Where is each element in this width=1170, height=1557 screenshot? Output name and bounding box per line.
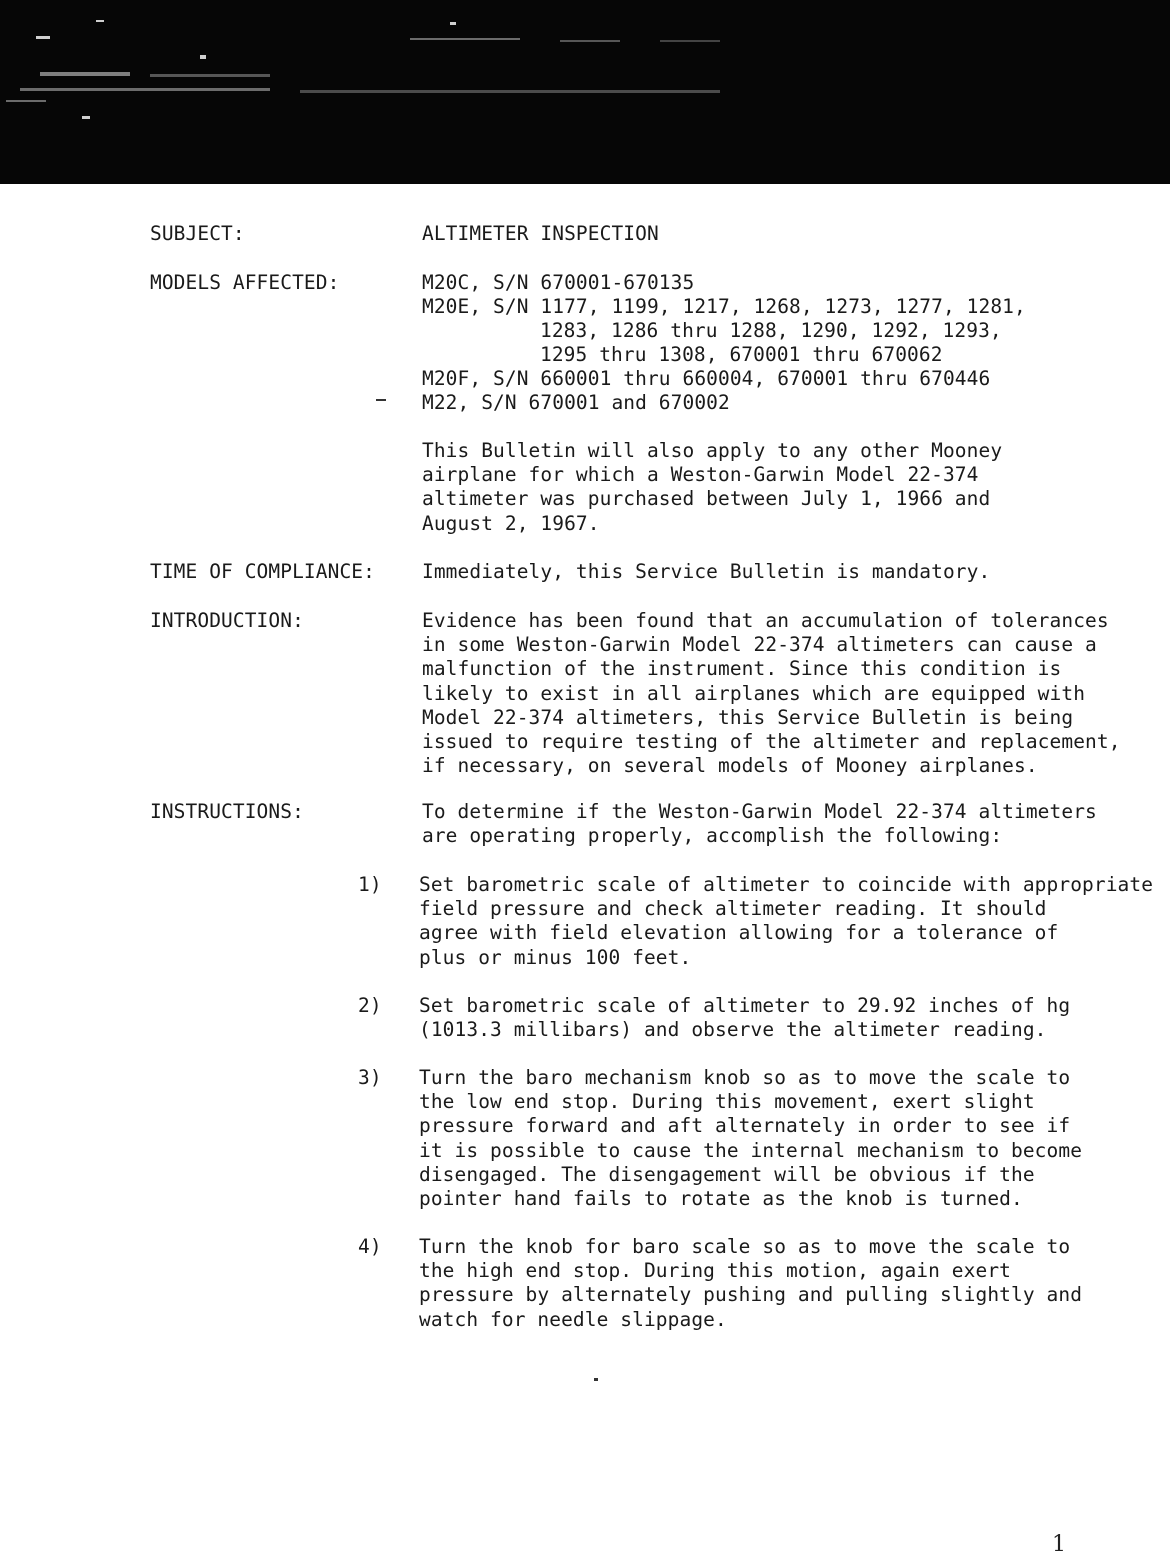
step-number: 1) — [358, 873, 382, 896]
model-line: 1283, 1286 thru 1288, 1290, 1292, 1293, — [540, 319, 1002, 342]
stray-dot — [594, 1378, 598, 1381]
step-text: Turn the baro mechanism knob so as to move the scale to the low end stop. During this movement, exert slight pressure forward and aft alternately in order to see if it is possible to cause the internal mechanism to become disengaged. The disengagement will be obvious if the pointer hand fails to rotate as the knob is turned. — [419, 1066, 1083, 1211]
step-text: Set barometric scale of altimeter to 29.92 inches of hg (1013.3 millibars) and observe the altimeter reading. — [419, 994, 1071, 1042]
model-line: M22, S/N 670001 and 670002 — [422, 391, 730, 414]
time-of-compliance-label: TIME OF COMPLIANCE: — [150, 560, 375, 583]
introduction-text: Evidence has been found that an accumulation of tolerances in some Weston-Garwin Model 22-374 altimeters can cause a malfunction of the instrument. Since this condition is likely to exist in all airplanes which are equipped with Model 22-374 altimeters, this Service Bulletin is being issued to require testing of the altimeter and replacement, if necessary, on several models of Mooney airplanes. — [422, 609, 1121, 778]
step-number: 3) — [358, 1066, 382, 1089]
page-number: 1 — [1052, 1532, 1066, 1557]
time-of-compliance-value: Immediately, this Service Bulletin is mandatory. — [422, 560, 991, 583]
introduction-label: INTRODUCTION: — [150, 609, 304, 632]
model-line: M20F, S/N 660001 thru 660004, 670001 thru 670446 — [422, 367, 991, 390]
instructions-intro: To determine if the Weston-Garwin Model 22-374 altimeters are operating properly, accomplish the following: — [422, 800, 1097, 848]
models-affected-label: MODELS AFFECTED: — [150, 271, 340, 294]
models-applicability-note: This Bulletin will also apply to any other Mooney airplane for which a Weston-Garwin Model 22-374 altimeter was purchased between July 1, 1966 and August 2, 1967. — [422, 439, 1003, 535]
step-number: 2) — [358, 994, 382, 1017]
model-line: 1295 thru 1308, 670001 thru 670062 — [540, 343, 943, 366]
step-text: Set barometric scale of altimeter to coincide with appropriate field pressure and check altimeter reading. It should agree with field elevation allowing for a tolerance of plus or minus 100 feet. — [419, 873, 1154, 969]
step-number: 4) — [358, 1235, 382, 1258]
stray-mark — [376, 399, 386, 401]
subject-label: SUBJECT: — [150, 222, 245, 245]
step-text: Turn the knob for baro scale so as to move the scale to the high end stop. During this motion, again exert pressure by alternately pushing and pulling slightly and watch for needle slippage. — [419, 1235, 1083, 1331]
subject-value: ALTIMETER INSPECTION — [422, 222, 659, 245]
instructions-label: INSTRUCTIONS: — [150, 800, 304, 823]
model-line: M20C, S/N 670001-670135 — [422, 271, 695, 294]
model-line: M20E, S/N 1177, 1199, 1217, 1268, 1273, 1277, 1281, — [422, 295, 1026, 318]
